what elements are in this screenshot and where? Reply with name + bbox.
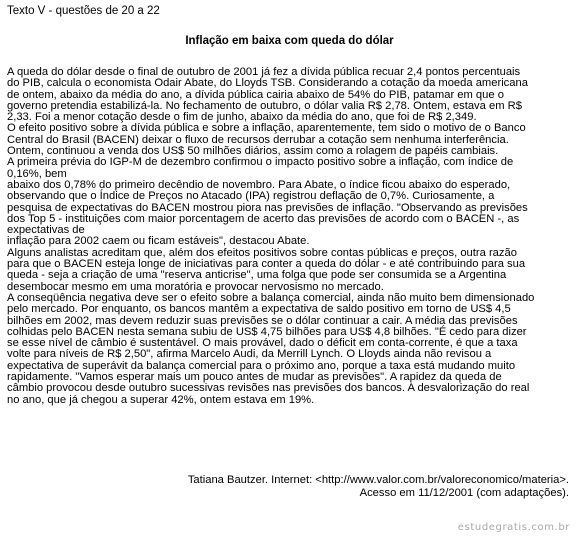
article-line: Ontem, continuou a venda dos US$ 50 milhões diários, assim como a rolagem de papéis cambiais. [7,145,499,158]
article-line: queda - seja a criação de uma "reserva anticrise", uma folga que pode ser consumida se a Argentina [7,269,507,282]
citation-source: Tatiana Bautzer. Internet: <http://www.valor.com.br/valoreconomico/materia>. [187,474,569,486]
article-line: A primeira prévia do IGP-M de dezembro confirmou o impacto positivo sobre a inflação, com índice de [7,156,514,169]
article-line: expectativa de superávit da balança comercial para o próximo ano, porque a taxa está mudando muito [7,359,516,372]
article-line: câmbio provocou desde outubro sucessivas revisões nas previsões dos bancos. A desvalorização do real [7,382,530,395]
article-line: do PIB, calcula o economista Odair Abate, do Lloyds TSB. Considerando a cotação da moeda americana [7,77,528,90]
article-line: Alguns analistas acreditam que, além dos efeitos positivos sobre contas públicas e preços, outra razão [7,246,517,259]
article-line: abaixo dos 0,78% do primeiro decêndio de novembro. Para Abate, o índice ficou abaixo do esperado, [7,178,511,191]
article-line: A queda do dólar desde o final de outubro de 2001 já fez a dívida pública recuar 2,4 pontos percentuais [7,66,521,78]
article-title: Inflação em baixa com queda do dólar [185,35,394,47]
article-line: Central do Brasil (BACEN) deixar o fluxo de recursos derrubar a cotação sem nenhuma interferência. [7,133,509,146]
article-line: A conseqüência negativa deve ser o efeito sobre a balança comercial, ainda não muito bem dimensionado [7,291,535,304]
article-line: 2,33. Foi a menor cotação desde o fim de junho, abaixo da média do ano, que foi de R$ 2,349. [7,111,477,124]
citation-access-date: Acesso em 11/12/2001 (com adaptações). [359,486,569,499]
article-line: bilhões em 2002, mas devem reduzir suas previsões se o dólar continuar a cair. A média das previsões [7,314,518,327]
article-line: dos Top 5 - instituições com maior porcentagem de acerto das previsões de acordo com o BACEN -, as [7,212,520,225]
article-line: de ontem, abaixo da média do ano, a dívida pública cairia abaixo de 54% do PIB, patamar em que o [7,88,504,101]
article-line: rapidamente. "Vamos esperar mais um pouco antes de mudar as previsões". A rapidez da queda de [7,371,502,384]
article-line: expectativas de [7,224,85,237]
article-line: inflação para 2002 caem ou ficam estáveis", destacou Abate. [7,235,310,248]
article-line: volte para níveis de R$ 2,50", afirma Marcelo Audi, da Merrill Lynch. O Lloyds ainda não revisou a [7,348,492,361]
article-line: se esse nível de câmbio é sustentável. O mais provável, dado o déficit em conta-corrente, é que a taxa [7,337,518,350]
article-line: governo pretendia estabilizá-la. No fechamento de outubro, o dólar valia R$ 2,78. Ontem, estava em R$ [7,99,522,112]
article-line: pesquisa de expectativas do BACEN mostrou piora nas previsões de inflação. "Observando as previsões [7,201,528,214]
question-header: Texto V - questões de 20 a 22 [7,5,160,17]
site-watermark: estudegratis.com.br [457,522,570,533]
article-line: observando que o Índice de Preços no Atacado (IPA) registrou deflação de 0,7%. Curiosamente, a [7,190,495,203]
article-body [7,67,572,406]
article-line: pelo mercado. Por enquanto, os bancos mantêm a expectativa de saldo positivo em torno de US$ 4,5 [7,303,511,316]
citation [188,474,569,499]
article-line: 0,16%, bem [7,167,67,180]
article-line: no ano, que já chegou a superar 42%, ontem estava em 19%. [7,393,315,406]
article-line: O efeito positivo sobre a dívida pública e sobre a inflação, aparentemente, tem sido o motivo de o Banco [7,122,526,135]
article-line: para que o BACEN esteja longe de iniciativas para conter a queda do dólar - e até contribuindo para sua [7,258,526,271]
article-line: desembocar mesmo em uma moratória e provocar nervosismo no mercado. [7,280,384,293]
article-line: colhidas pelo BACEN nesta semana subiu de US$ 4,75 bilhões para US$ 4,8 bilhões. "É cedo para dizer [7,325,527,338]
